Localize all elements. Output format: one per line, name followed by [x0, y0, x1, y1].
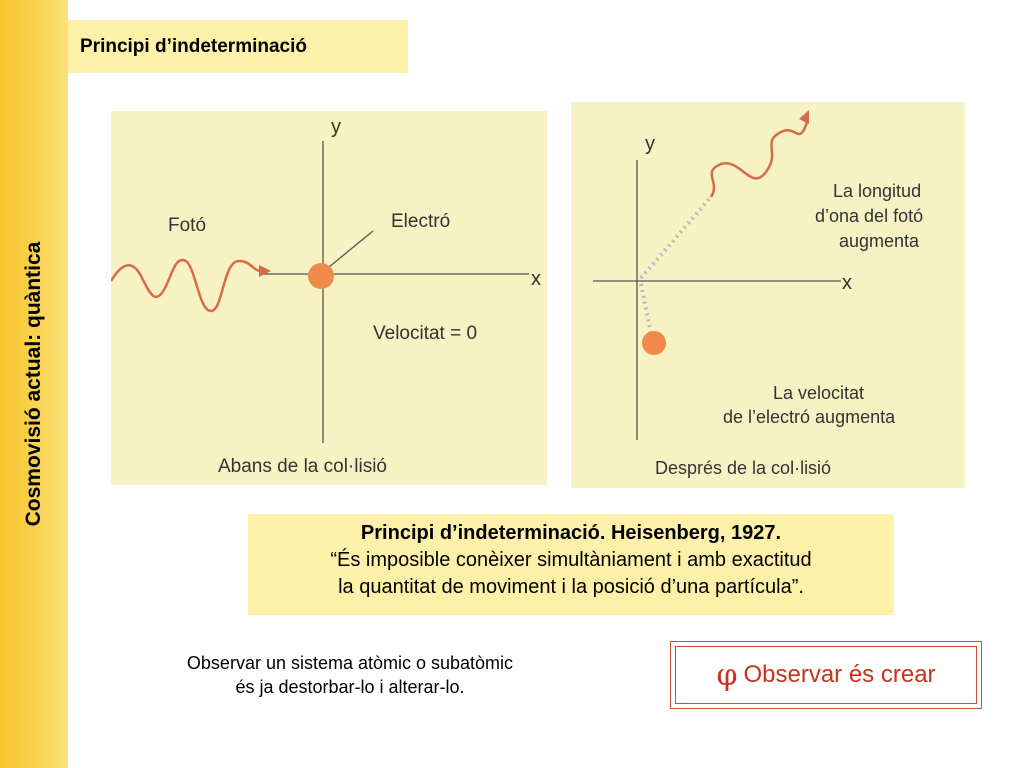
- quote-title: Principi d’indeterminació. Heisenberg, 1927.: [360, 522, 782, 544]
- diagram-before-collision: [111, 111, 547, 485]
- slide-title: Principi d’indeterminació: [68, 20, 408, 73]
- scattered-photon-wave: [711, 122, 807, 197]
- diagram-caption: Després de la col·lisió: [655, 458, 832, 478]
- x-axis-label: x: [531, 268, 541, 290]
- electron: [308, 263, 334, 289]
- wavelength-label-line1: La longitud: [833, 181, 922, 201]
- observation-note: [130, 651, 570, 699]
- photon-arrowhead: [259, 265, 271, 277]
- wavelength-label-line3: augmenta: [839, 231, 920, 251]
- wavelength-label-line2: d’ona del fotó: [815, 206, 924, 226]
- photon-arrowhead: [799, 110, 809, 124]
- highlight-box: [670, 641, 982, 709]
- sidebar-title: Cosmovisió actual: quàntica: [22, 241, 45, 527]
- electron: [642, 331, 666, 355]
- velocity-label-line1: La velocitat: [773, 383, 865, 403]
- photon-path: [641, 197, 711, 278]
- electron-path: [641, 284, 651, 334]
- quote-line-1: “És imposible conèixer simultàniament i amb exactitud: [330, 549, 812, 571]
- electron-label: Electró: [391, 211, 451, 232]
- note-line-1: Observar un sistema atòmic o subatòmic: [186, 653, 514, 673]
- diagram-after-collision: [571, 102, 965, 488]
- note-line-2: és ja destorbar-lo i alterar-lo.: [235, 677, 465, 697]
- photon-wave: [111, 260, 261, 311]
- sidebar: [0, 0, 68, 768]
- diagram-caption: Abans de la col·lisió: [218, 456, 387, 477]
- velocity-label-line2: de l’electró augmenta: [723, 407, 896, 427]
- y-axis-label: y: [645, 133, 655, 155]
- velocity-label: Velocitat = 0: [373, 323, 478, 344]
- phi-icon: φ: [716, 657, 738, 693]
- highlight-text: Observar és crear: [743, 661, 936, 688]
- electron-pointer: [329, 231, 373, 267]
- y-axis-label: y: [331, 116, 341, 138]
- x-axis-label: x: [842, 272, 852, 294]
- quote-line-2: la quantitat de moviment i la posició d’una partícula”.: [338, 576, 804, 598]
- photon-label: Fotó: [168, 215, 207, 236]
- heisenberg-quote: [248, 514, 894, 615]
